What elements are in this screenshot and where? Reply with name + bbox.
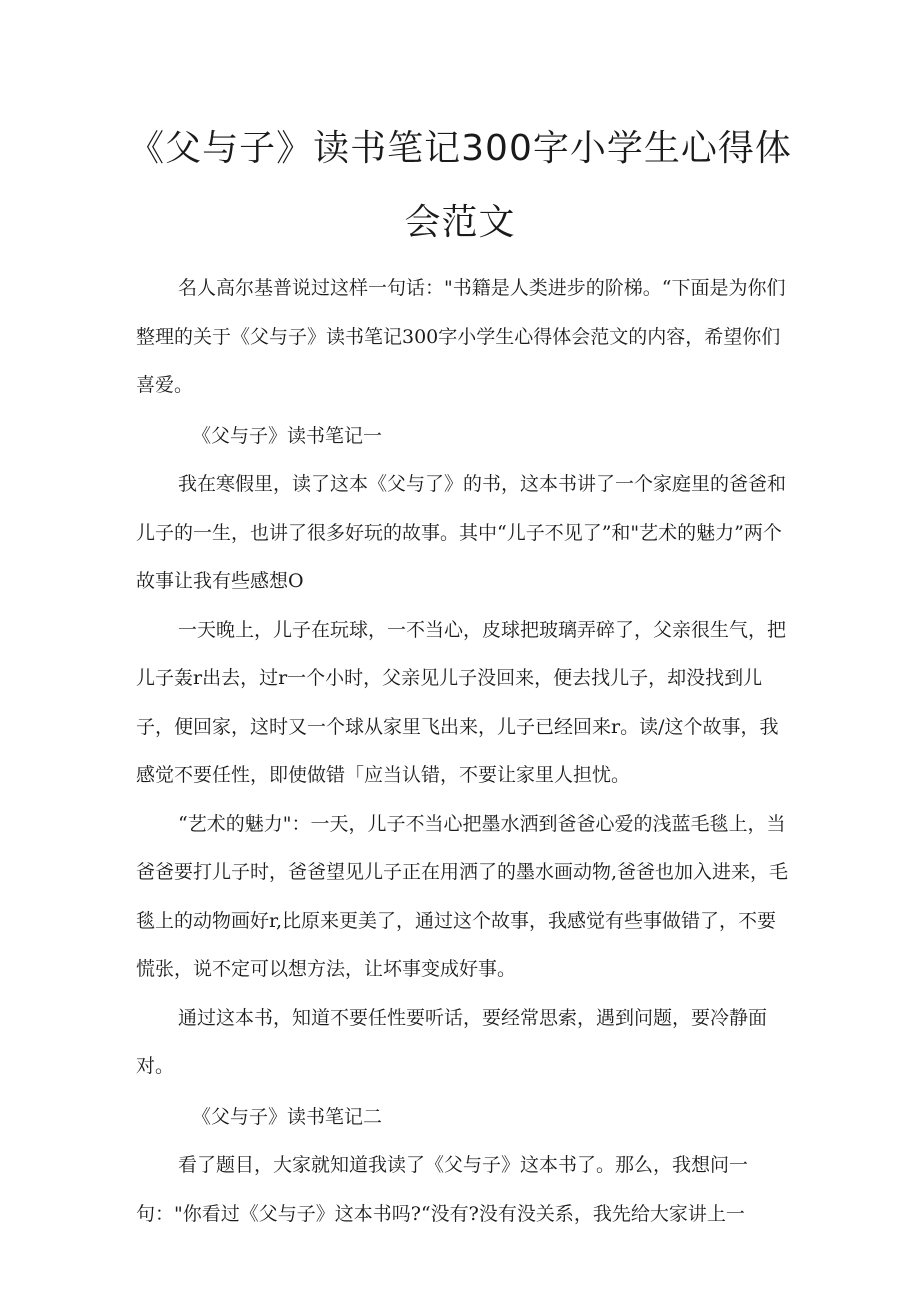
section-heading-1: 《父与子》读书笔记一 xyxy=(192,424,383,447)
body-paragraph: 一天晚上，儿子在玩球，一不当心，皮球把玻璃弄碎了，父亲很生气，把儿子轰r出去，过r一个小时，父亲见儿子没回来，便去找儿子，却没找到儿子，便回家，这时又一个球从家里飞出来，儿子已经回来r。读/这个故事，我感觉不要任性，即使做错「应当认错，不要让家里人担忧。 xyxy=(136,618,787,786)
section-heading-2: 《父与子》读书笔记二 xyxy=(192,1105,383,1128)
body-paragraph: 通过这本书，知道不要任性要听话，要经常思索，遇到问题，要冷静面对。 xyxy=(136,1006,768,1077)
body-paragraph: “艺术的魅力"：一天，儿子不当心把墨水洒到爸爸心爱的浅蓝毛毯上，当爸爸要打儿子时，爸爸望见儿子正在用洒了的墨水画动物,爸爸也加入进来，毛毯上的动物画好r,比原来更美了，通过这个故事，我感觉有些事做错了，不要慌张，说不定可以想方法，让坏事变成好事。 xyxy=(136,812,789,980)
body-paragraph: 我在寒假里，读了这本《父与了》的书，这本书讲了一个家庭里的爸爸和儿子的一生，也讲了很多好玩的故事。其中“儿子不见了”和"艺术的魅力”两个故事让我有些感想O xyxy=(136,473,787,592)
document-body xyxy=(136,264,792,1238)
body-paragraph: 看了题目，大家就知道我读了《父与子》这本书了。那么，我想问一句："你看过《父与子》这本书吗?“没有?没有没关系，我先给大家讲上一 xyxy=(136,1154,749,1225)
intro-paragraph: 名人高尔基普说过这样一句话："书籍是人类进步的阶梯。“下面是为你们整理的关于《父与子》读书笔记300字小学生心得体会范文的内容，希望你们喜爱。 xyxy=(136,277,786,396)
document-title: 《父与子》读书笔记300字小学生心得体会范文 xyxy=(128,128,792,243)
